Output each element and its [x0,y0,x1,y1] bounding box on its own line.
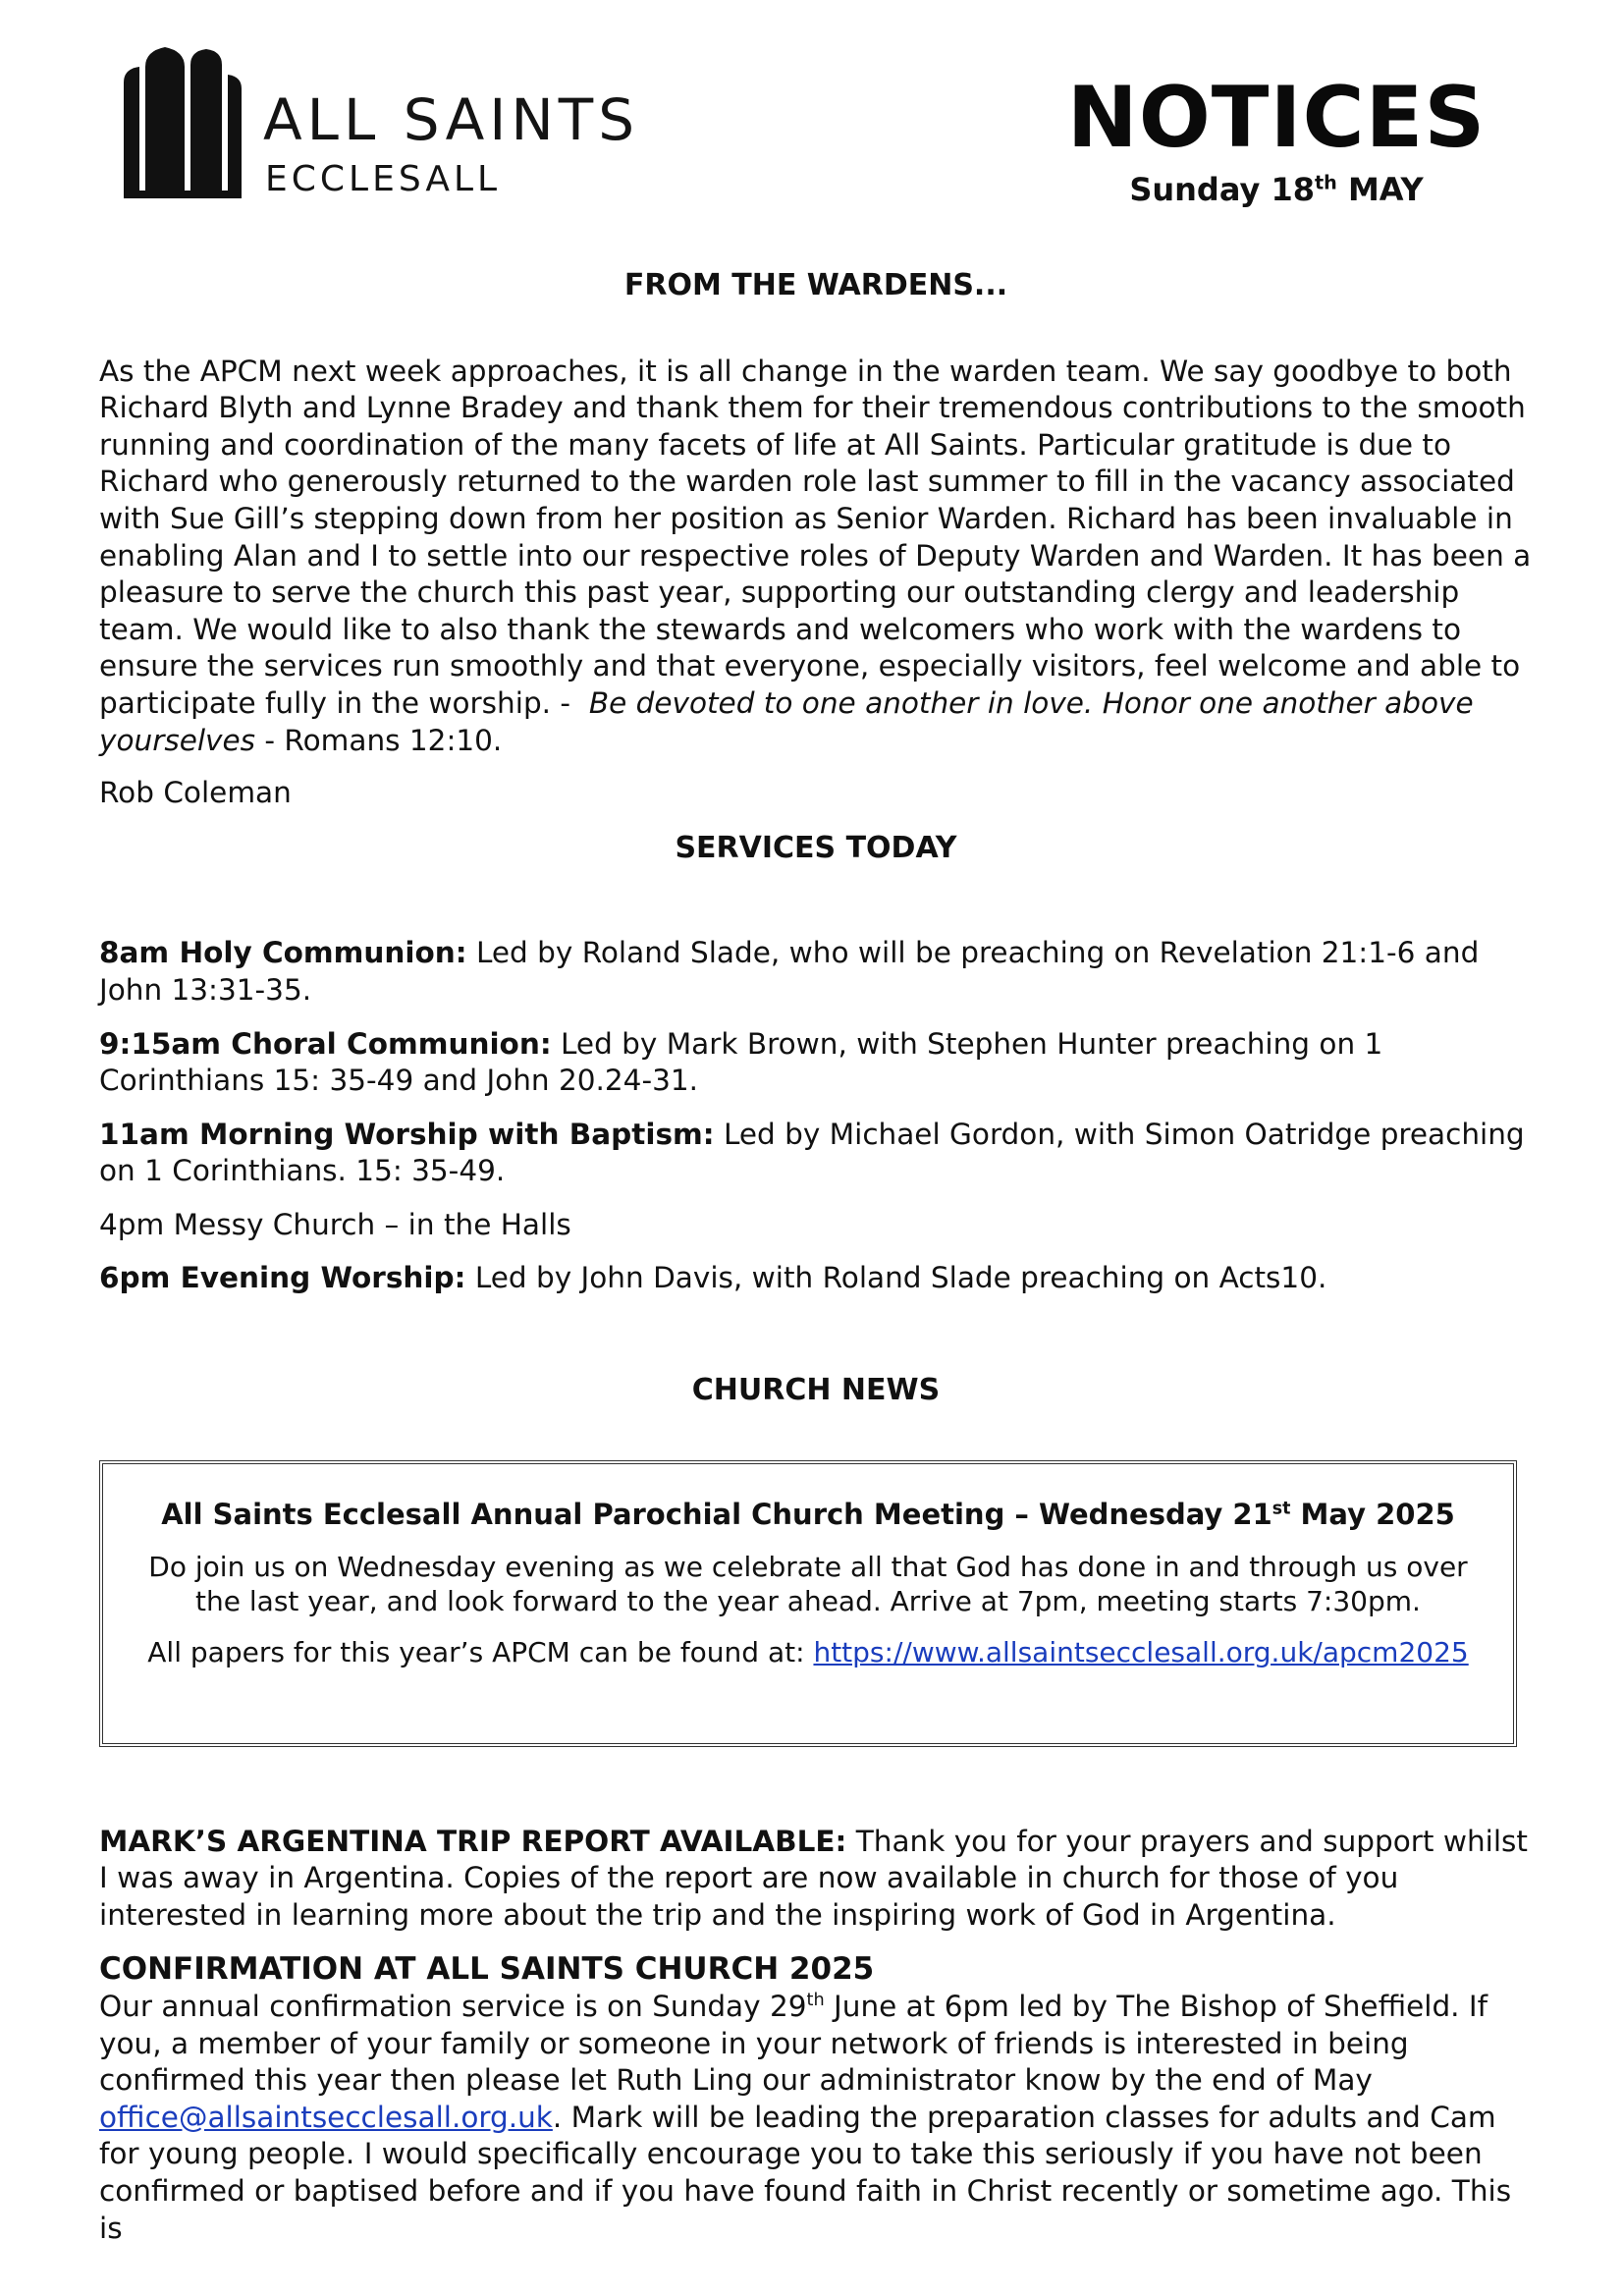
wardens-heading: FROM THE WARDENS... [623,268,1008,302]
wardens-signature: Rob Coleman [99,776,292,810]
logo-name: ALL SAINTS [263,86,640,153]
service-item: 9:15am Choral Communion: Led by Mark Brown, with Stephen Hunter preaching on 1 Corinthians 15: 35-49 and John 20.24-31. [99,1026,1383,1098]
argentina-notice: MARK’S ARGENTINA TRIP REPORT AVAILABLE: Thank you for your prayers and support whilst I was away in Argentina. Copies of the report are now available in church for those of you interested in learning more about the trip and the inspiring work of God in Argentina. [99,1824,1528,1932]
apcm-papers-link[interactable]: https://www.allsaintsecclesall.org.uk/apcm2025 [813,1635,1469,1668]
apcm-title: All Saints Ecclesall Annual Parochial Church Meeting – Wednesday 21st May 2025 [161,1497,1455,1531]
apcm-text: Do join us on Wednesday evening as we celebrate all that God has done in and through us over the last year, and look forward to the year ahead. Arrive at 7pm, meeting starts 7:30pm. [148,1550,1468,1617]
services-heading: SERVICES TODAY [675,830,957,865]
logo-subtitle: ECCLESALL [265,159,502,199]
wardens-message: As the APCM next week approaches, it is all change in the warden team. We say goodbye to both Richard Blyth and Lynne Bradey and thank them for their tremendous contributions to the smooth running and coordination of the many facets of life at All Saints. Particular gratitude is due to Richard who generously returned to the warden role last summer to fill in the vacancy associated with Sue Gill’s stepping down from her position as Senior Warden. Richard has been invaluable in enabling Alan and I to settle into our respective roles of Deputy Warden and Warden. It has been a pleasure to serve the church this past year, supporting our outstanding clergy and leadership team. We would like to also thank the stewards and welcomers who work with the wardens to ensure the services run smoothly and that everyone, especially visitors, feel welcome and able to participate fully in the worship. - Be devoted to one another in love. Honor one another above yourselves - Romans 12:10. [99,354,1532,757]
apcm-papers-line: All papers for this year’s APCM can be found at: https://www.allsaintsecclesall.org.uk/apcm2025 [147,1635,1469,1668]
confirmation-text: Our annual confirmation service is on Sunday 29th June at 6pm led by The Bishop of Sheffield. If you, a member of your family or someone in your network of friends is interested in being confirmed this year then please let Ruth Ling our administrator know by the end of May office@allsaintsecclesall.org.uk. Mark will be leading the preparation classes for adults and Cam for young people. I would specifically encourage you to take this seriously if you have not been confirmed or baptised before and if you have found faith in Christ recently or sometime ago. This is [99,1990,1512,2245]
apcm-notice-box [99,1460,1517,1747]
office-email-link[interactable]: office@allsaintsecclesall.org.uk [99,2100,553,2134]
church-windows-icon [124,43,242,200]
main-content [99,267,1533,2247]
page-title: NOTICES [1066,69,1487,167]
news-heading: CHURCH NEWS [691,1373,941,1408]
service-item: 4pm Messy Church – in the Halls [99,1207,571,1241]
service-item: 11am Morning Worship with Baptism: Led by Michael Gordon, with Simon Oatridge preaching on 1 Corinthians. 15: 35-49. [99,1117,1525,1188]
page-date: Sunday 18th MAY [1129,171,1424,208]
confirmation-heading: CONFIRMATION AT ALL SAINTS CHURCH 2025 [99,1951,875,1988]
service-item: 8am Holy Communion: Led by Roland Slade, who will be preaching on Revelation 21:1-6 and John 13:31-35. [99,936,1480,1007]
service-item: 6pm Evening Worship: Led by John Davis, with Roland Slade preaching on Acts10. [99,1261,1327,1295]
bible-quote: Be devoted to one another in love. Honor one another above yourselves [99,685,1474,757]
church-logo [124,43,654,200]
